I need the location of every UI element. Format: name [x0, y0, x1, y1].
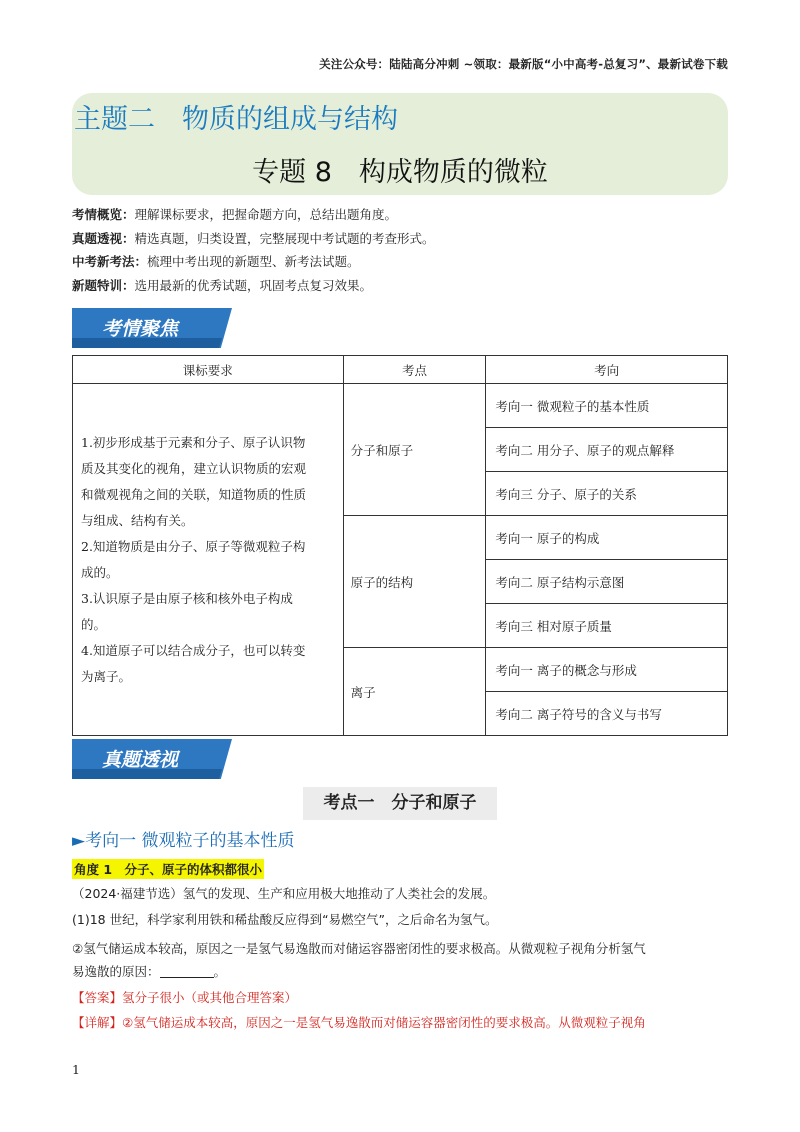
table-row	[73, 384, 728, 428]
requirement-line: 成的。	[81, 564, 119, 580]
direction-heading: ►考向一 微观粒子的基本性质	[72, 831, 295, 851]
intro-key: 新题特训：	[72, 277, 135, 293]
answer: 【答案】氢分子很小（或其他合理答案）	[72, 990, 298, 1005]
intro-key: 中考新考法：	[72, 254, 148, 269]
direction-cell: 考向一 离子的概念与形成	[486, 648, 728, 692]
direction-cell: 考向三 相对原子质量	[486, 604, 728, 648]
section-banner-focus	[72, 308, 232, 348]
direction-cell: 考向一 原子的构成	[486, 516, 728, 560]
intro-value: 梳理中考出现的新题型、新考法试题。	[147, 254, 360, 269]
header-point: 考点	[343, 356, 486, 384]
direction-cell: 考向二 用分子、原子的观点解释	[486, 428, 728, 472]
page-number: 1	[72, 1062, 80, 1077]
question-text: 易逸散的原因：	[72, 964, 160, 979]
requirement-line: 4.知道原子可以结合成分子，也可以转变	[81, 642, 306, 658]
header-direction: 考向	[486, 356, 728, 384]
point-heading: 考点一 分子和原子	[303, 787, 497, 820]
direction-cell: 考向三 分子、原子的关系	[486, 472, 728, 516]
intro-item	[72, 227, 728, 251]
exam-table	[72, 355, 728, 736]
topic-title: 专题 8 构成物质的微粒	[252, 157, 548, 188]
intro-value: 精选真题，归类设置，完整展现中考试题的考查形式。	[134, 230, 435, 246]
intro-item	[72, 250, 728, 274]
requirement-line: 1.初步形成基于元素和分子、原子认识物	[81, 434, 306, 450]
requirement-line: 2.知道物质是由分子、原子等微观粒子构	[81, 538, 306, 554]
requirement-line: 和微观视角之间的关联，知道物质的性质	[81, 486, 307, 502]
section-label: 考情聚焦	[102, 318, 179, 340]
header-requirement: 课标要求	[73, 356, 344, 384]
direction-cell: 考向二 原子结构示意图	[486, 560, 728, 604]
intro-key: 考情概览：	[72, 207, 135, 222]
intro-value: 理解课标要求，把握命题方向，总结出题角度。	[134, 207, 398, 222]
question-part-2-cont	[72, 959, 728, 985]
intro-item	[72, 274, 728, 298]
requirement-line: 为离子。	[81, 668, 132, 684]
requirement-line: 的。	[81, 616, 107, 632]
intro-key: 真题透视：	[72, 230, 135, 246]
table-header-row	[73, 356, 728, 384]
requirement-line: 与组成、结构有关。	[81, 512, 194, 528]
intro-value: 选用最新的优秀试题，巩固考点复习效果。	[134, 277, 373, 293]
intro-list	[72, 203, 728, 297]
requirement-line: 3.认识原子是由原子核和核外电子构成	[81, 590, 293, 606]
theme-title: 主题二 物质的组成与结构	[74, 104, 398, 135]
direction-cell: 考向一 微观粒子的基本性质	[486, 384, 728, 428]
point-cell: 分子和原子	[343, 384, 486, 516]
angle-label: 角度 1 分子、原子的体积都很小	[72, 859, 264, 879]
requirement-line: 质及其变化的视角，建立认识物质的宏观	[81, 460, 307, 476]
answer-blank	[160, 964, 214, 978]
detail: 【详解】②氢气储运成本较高，原因之一是氢气易逸散而对储运容器密闭性的要求极高。从微观粒子视角	[72, 1015, 646, 1030]
section-banner-real-questions	[72, 739, 232, 779]
question-part-2: ②氢气储运成本较高，原因之一是氢气易逸散而对储运容器密闭性的要求极高。从微观粒子视角分析氢气	[72, 941, 646, 956]
header-note: 关注公众号：陆陆高分冲刺 ~领取：最新版“小中高考-总复习”、最新试卷下载	[319, 57, 728, 71]
point-cell: 离子	[343, 648, 486, 736]
requirement-cell	[73, 384, 344, 736]
intro-item	[72, 203, 728, 227]
direction-cell: 考向二 离子符号的含义与书写	[486, 692, 728, 736]
section-label: 真题透视	[102, 749, 179, 771]
question-text: 。	[213, 964, 227, 979]
question-part-1: (1)18 世纪，科学家利用铁和稀盐酸反应得到“易燃空气”，之后命名为氢气。	[72, 912, 498, 927]
question-intro: （2024·福建节选）氢气的发现、生产和应用极大地推动了人类社会的发展。	[72, 886, 496, 901]
point-cell: 原子的结构	[343, 516, 486, 648]
